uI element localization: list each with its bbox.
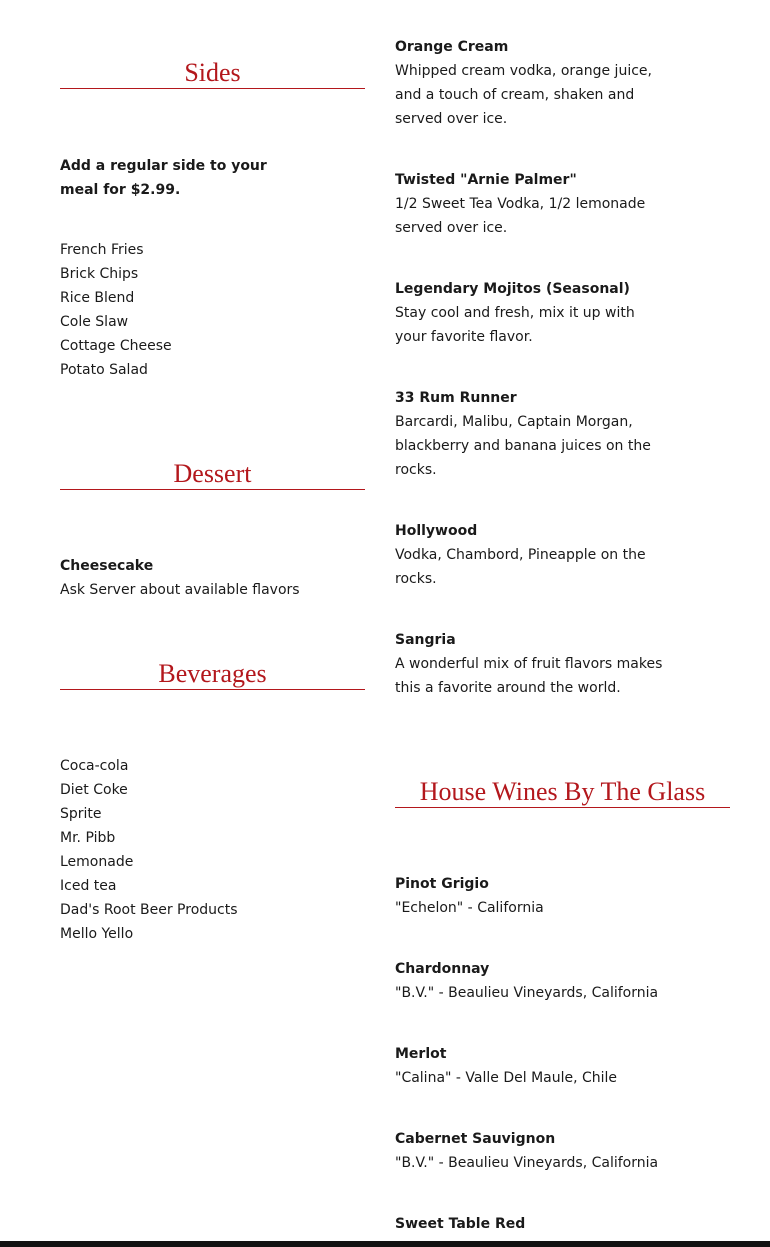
sides-list bbox=[60, 238, 365, 382]
item-description: 1/2 Sweet Tea Vodka, 1/2 lemonade served over ice. bbox=[395, 196, 646, 236]
item-title: Hollywood bbox=[395, 523, 478, 539]
item-title: Merlot bbox=[395, 1046, 447, 1062]
menu-item bbox=[395, 628, 663, 700]
item-description: "B.V." - Beaulieu Vineyards, California bbox=[395, 985, 659, 1001]
menu-item bbox=[395, 519, 660, 591]
list-item: Iced tea bbox=[60, 878, 117, 894]
item-title: Sweet Table Red bbox=[395, 1216, 526, 1232]
item-description: "Calina" - Valle Del Maule, Chile bbox=[395, 1070, 618, 1086]
dessert-heading: Dessert bbox=[60, 459, 365, 490]
item-title: 33 Rum Runner bbox=[395, 390, 517, 406]
list-item: Sprite bbox=[60, 806, 102, 822]
list-item: Coca-cola bbox=[60, 758, 129, 774]
item-description: Barcardi, Malibu, Captain Morgan, blackberry and banana juices on the rocks. bbox=[395, 414, 651, 478]
item-description: "Echelon" - California bbox=[395, 900, 544, 916]
wine-item bbox=[395, 1042, 730, 1090]
wine-item bbox=[395, 957, 730, 1005]
wine-item bbox=[395, 1127, 730, 1175]
list-item: French Fries bbox=[60, 242, 144, 258]
menu-item bbox=[395, 168, 660, 240]
item-description: Whipped cream vodka, orange juice, and a touch of cream, shaken and served over ice. bbox=[395, 63, 652, 127]
item-title: Orange Cream bbox=[395, 39, 509, 55]
item-description: Vodka, Chambord, Pineapple on the rocks. bbox=[395, 547, 646, 587]
list-item: Cottage Cheese bbox=[60, 338, 172, 354]
list-item: Potato Salad bbox=[60, 362, 148, 378]
item-title: Cheesecake bbox=[60, 558, 154, 574]
list-item: Rice Blend bbox=[60, 290, 135, 306]
menu-item bbox=[395, 386, 660, 482]
item-description: Stay cool and fresh, mix it up with your favorite flavor. bbox=[395, 305, 635, 345]
wines-heading: House Wines By The Glass bbox=[395, 777, 730, 808]
item-title: Legendary Mojitos (Seasonal) bbox=[395, 281, 630, 297]
menu-item bbox=[395, 277, 660, 349]
item-title: Pinot Grigio bbox=[395, 876, 489, 892]
list-item: Brick Chips bbox=[60, 266, 139, 282]
list-item: Dad's Root Beer Products bbox=[60, 902, 238, 918]
beverages-list bbox=[60, 754, 365, 946]
item-description: A wonderful mix of fruit flavors makes this a favorite around the world. bbox=[395, 656, 663, 696]
item-description: Ask Server about available flavors bbox=[60, 582, 300, 598]
list-item: Cole Slaw bbox=[60, 314, 129, 330]
item-title: Chardonnay bbox=[395, 961, 490, 977]
list-item: Mr. Pibb bbox=[60, 830, 116, 846]
list-item: Lemonade bbox=[60, 854, 134, 870]
wine-item bbox=[395, 1212, 730, 1236]
item-description: "B.V." - Beaulieu Vineyards, California bbox=[395, 1155, 659, 1171]
sides-heading: Sides bbox=[60, 58, 365, 89]
menu-item bbox=[395, 35, 660, 131]
item-title: Twisted "Arnie Palmer" bbox=[395, 172, 577, 188]
bottom-bar bbox=[0, 1241, 770, 1247]
list-item: Mello Yello bbox=[60, 926, 134, 942]
item-title: Cabernet Sauvignon bbox=[395, 1131, 556, 1147]
dessert-item bbox=[60, 554, 365, 602]
beverages-heading: Beverages bbox=[60, 659, 365, 690]
sides-intro: Add a regular side to your meal for $2.99. bbox=[60, 158, 267, 198]
list-item: Diet Coke bbox=[60, 782, 128, 798]
item-title: Sangria bbox=[395, 632, 456, 648]
wine-item bbox=[395, 872, 730, 920]
